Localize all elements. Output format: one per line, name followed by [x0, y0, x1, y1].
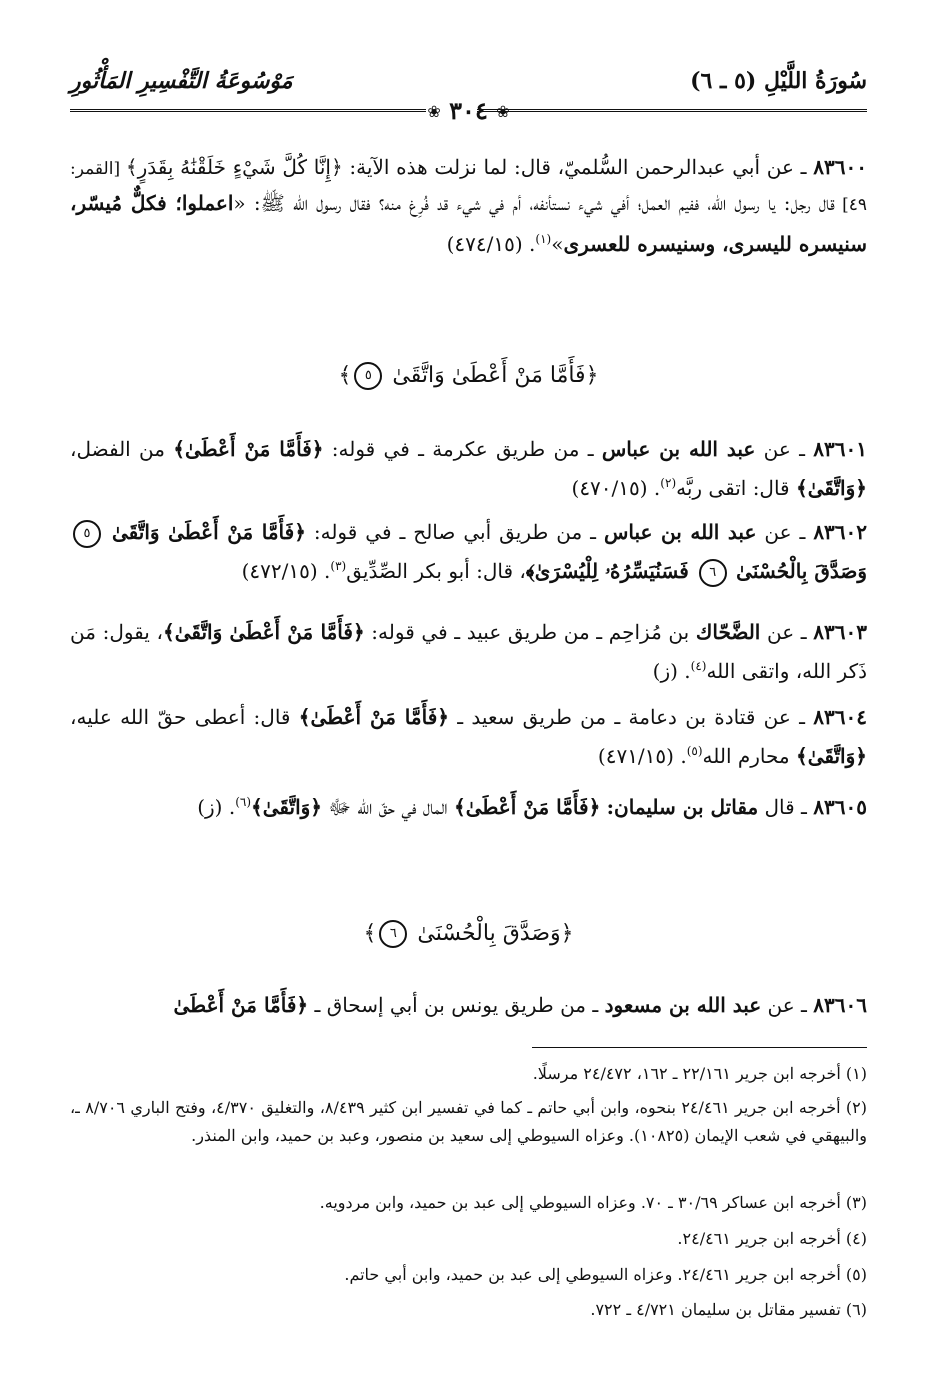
footnote-marker[interactable]: (٣): [330, 559, 347, 573]
quran-reference: [القمر: ٤٩]: [70, 159, 867, 215]
ayah-number-icon: ٥: [73, 520, 101, 548]
volume-reference: . (٤٧٢/١٥): [241, 559, 331, 583]
entry-text: ـ عن قتادة بن دعامة ـ من طريق سعيد ـ: [448, 705, 814, 729]
volume-reference: . (ز): [197, 795, 236, 819]
footnote-3: (٣) أخرجه ابن عساكر ٣٠/٦٩ ـ ٧٠. وعزاه السيوطي إلى عبد بن حميد، وابن مردويه.: [319, 1193, 867, 1212]
quran-quote: ﴿فَأَمَّا مَنْ أَعْطَىٰ وَاتَّقَىٰ﴾: [162, 620, 365, 644]
footnote-marker[interactable]: (٦): [235, 795, 252, 809]
entry-number: ٨٣٦٠٣: [813, 620, 867, 644]
entry-83601: [70, 432, 867, 505]
hadith-text: اعملوا؛ فكلٌّ مُيسّر، سنيسره لليسرى، وسنيسره للعسرى: [70, 191, 867, 256]
entry-text: قال: اتقى ربَّه: [676, 476, 796, 500]
entry-83602: [70, 515, 867, 588]
footnote-4: (٤) أخرجه ابن جرير ٢٤/٤٦١.: [677, 1229, 867, 1248]
quran-quote: ﴿فَأَمَّا مَنْ أَعْطَىٰ﴾: [173, 437, 324, 461]
entry-text: قال رجل: يا رسول الله، ففيم العمل؛ أفي شيء نستأنفه، أم في شيء قد فُرِغ منه؟ فقال رسول الله ﷺ: «: [233, 191, 835, 215]
entry-83605: [70, 785, 867, 824]
header-rule: [70, 96, 867, 125]
volume-reference: . (ز): [652, 659, 691, 683]
quran-quote: ﴿إِنَّا كُلَّ شَيْءٍ خَلَقْنَٰهُ بِقَدَرٍ﴾: [125, 155, 343, 179]
quran-quote: ﴿وَاتَّقَىٰ﴾: [795, 476, 867, 500]
entry-text: ـ قال: [758, 795, 814, 819]
entry-number: ٨٣٦٠٢: [813, 520, 868, 544]
footnote-marker[interactable]: (٥): [686, 744, 703, 758]
narrator-name: عبد الله بن عباس: [603, 520, 757, 544]
ornate-bracket: ﴾: [363, 921, 377, 946]
footnote-separator: [532, 1047, 867, 1048]
entry-text: ، قال: أبو بكر الصِّدِّيق: [346, 559, 526, 583]
entry-text: ـ من طريق أبي صالح ـ في قوله:: [305, 520, 604, 544]
entry-text: ـ من طريق عكرمة ـ في قوله:: [323, 437, 602, 461]
quran-quote: ﴿فَأَمَّا مَنْ أَعْطَىٰ﴾: [453, 795, 601, 819]
entry-83603: [70, 615, 867, 688]
running-header-surah: سُورَةُ اللَّيْلِ (٥ ـ ٦): [690, 68, 867, 94]
entry-83604: [70, 700, 867, 773]
entry-text: ـ عن أبي عبدالرحمن السُّلميّ، قال: لما نزلت هذه الآية:: [342, 155, 814, 179]
entry-text: ـ عن: [760, 620, 814, 644]
footnote-6: (٦) تفسير مقاتل بن سليمان ٤/٧٢١ ـ ٧٢٢.: [590, 1300, 867, 1319]
quran-quote: فَسَنُيَسِّرُهُۥ لِلْيُسْرَىٰ﴾: [525, 559, 696, 583]
entry-number: ٨٣٦٠١: [813, 437, 867, 461]
footnote-marker[interactable]: (٢): [660, 476, 677, 490]
ornate-bracket: ﴾: [338, 363, 352, 388]
entry-text: بن مُزاحِم ـ من طريق عبيد ـ في قوله:: [364, 620, 696, 644]
quran-quote: ﴿وَاتَّقَىٰ﴾: [251, 795, 323, 819]
entry-83606: [70, 988, 867, 1022]
entry-text: »: [551, 232, 564, 256]
entry-text: المال في حقّ الله ﷻ: [322, 795, 454, 819]
quran-quote: ﴿فَأَمَّا مَنْ أَعْطَىٰ﴾: [298, 705, 449, 729]
footnote-marker[interactable]: (١): [535, 232, 552, 246]
entry-number: ٨٣٦٠٠: [813, 155, 867, 179]
quran-quote: وَصَدَّقَ بِالْحُسْنَىٰ: [736, 559, 867, 583]
footnote-marker[interactable]: (٤): [690, 659, 707, 673]
narrator-name: الضَّحّاك: [695, 620, 761, 644]
quran-quote: ﴿فَأَمَّا مَنْ أَعْطَىٰ: [173, 993, 309, 1017]
entry-text: ـ عن: [755, 437, 814, 461]
page-number: [70, 96, 867, 125]
ayah-heading-5: [70, 362, 867, 390]
volume-reference: . (٤٧٤/١٥): [446, 232, 536, 256]
entry-number: ٨٣٦٠٤: [813, 705, 867, 729]
quran-quote: ﴿فَأَمَّا مَنْ أَعْطَىٰ وَاتَّقَىٰ: [111, 520, 306, 544]
narrator-name: عبد الله بن مسعود: [604, 993, 762, 1017]
ayah-text: وَصَدَّقَ بِالْحُسْنَىٰ: [417, 921, 561, 946]
ayah-number-icon: ٦: [699, 559, 727, 587]
ornament-icon: ❀: [427, 102, 441, 121]
ayah-heading-6: [70, 920, 867, 948]
entry-text: ـ عن: [756, 520, 814, 544]
entry-number: ٨٣٦٠٦: [813, 993, 867, 1017]
ayah-number-icon: ٥: [354, 362, 382, 390]
entry-text: قال: أعطى حقّ الله عليه،: [70, 705, 299, 729]
running-header-book-title: مَوْسُوعَةُ التَّفْسِيرِ المَأْثُورِ: [70, 68, 293, 94]
volume-reference: . (٤٧٠/١٥): [571, 476, 661, 500]
entry-text: ، يقول: مَن ذَكر الله، واتقى الله: [70, 620, 867, 683]
volume-reference: . (٤٧١/١٥): [597, 744, 687, 768]
footnote-2: (٢) أخرجه ابن جرير ٢٤/٤٦١ بنحوه، وابن أبي حاتم ـ كما في تفسير ابن كثير ٨/٤٣٩، والتغليق ٤/٣٧٠، وفتح الباري ٨/٧٠٦ ـ، والبيهقي في شعب الإيمان (١٠٨٢٥). وعزاه السيوطي إلى سعيد بن منصور، وعبد بن حميد، وابن المنذر.: [70, 1098, 868, 1145]
ayah-text: فَأَمَّا مَنْ أَعْطَىٰ وَاتَّقَىٰ: [392, 363, 586, 388]
entry-text: محارم الله: [702, 744, 796, 768]
ornament-icon: ❀: [496, 102, 510, 121]
entry-number: ٨٣٦٠٥: [813, 795, 867, 819]
quran-quote: ﴿وَاتَّقَىٰ﴾: [795, 744, 867, 768]
ornate-bracket: ﴿: [585, 363, 599, 388]
entry-text: ـ عن: [761, 993, 814, 1017]
ornate-bracket: ﴿: [560, 921, 574, 946]
narrator-name: عبد الله بن عباس: [601, 437, 756, 461]
entry-83600: [70, 150, 867, 261]
narrator-name: مقاتل بن سليمان:: [606, 795, 759, 819]
entry-text: من الفضل،: [70, 437, 174, 461]
entry-text: ـ من طريق يونس بن أبي إسحاق ـ: [308, 993, 605, 1017]
footnote-5: (٥) أخرجه ابن جرير ٢٤/٤٦١. وعزاه السيوطي إلى عبد بن حميد، وابن أبي حاتم.: [344, 1265, 867, 1284]
ayah-number-icon: ٦: [379, 920, 407, 948]
page-number-value: ٣٠٤: [449, 96, 488, 125]
footnote-1: (١) أخرجه ابن جرير ٢٢/١٦١ ـ ١٦٢، ٢٤/٤٧٢ مرسلًا.: [532, 1064, 867, 1083]
